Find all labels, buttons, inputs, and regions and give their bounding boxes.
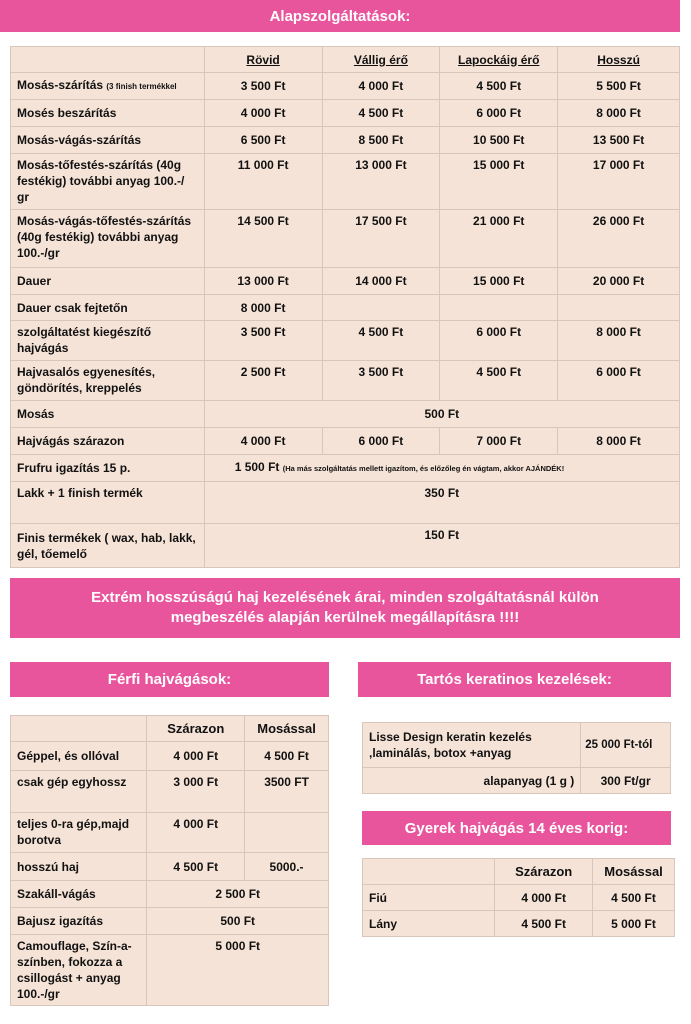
kids-price-table (362, 858, 675, 937)
price-cell: 2 500 Ft (204, 361, 322, 401)
price-cell: 150 Ft (204, 524, 679, 568)
price-cell: 4 000 Ft (495, 885, 593, 911)
price-cell: 4 000 Ft (322, 73, 440, 100)
table-row (11, 73, 680, 100)
row-label: Hajvágás szárazon (11, 428, 205, 455)
table-row (11, 742, 329, 771)
header-empty (11, 716, 147, 742)
price-cell: 13 000 Ft (204, 268, 322, 295)
price-cell: 14 000 Ft (322, 268, 440, 295)
table-row (11, 853, 329, 881)
price-cell: 6 000 Ft (440, 100, 558, 127)
price-cell: 4 500 Ft (322, 321, 440, 361)
price-cell: 5 500 Ft (558, 73, 680, 100)
header-dry: Szárazon (495, 859, 593, 885)
price-cell: 3 500 Ft (204, 73, 322, 100)
price-cell: 13 000 Ft (322, 154, 440, 210)
table-header-row (11, 716, 329, 742)
price-cell: 500 Ft (204, 401, 679, 428)
price-cell: 300 Ft/gr (581, 768, 671, 794)
header-empty (363, 859, 495, 885)
price-cell: 4 500 Ft (322, 100, 440, 127)
header-shoulder: Vállig érő (322, 47, 440, 73)
table-row (11, 771, 329, 813)
price-cell: 6 000 Ft (558, 361, 680, 401)
price-cell: 4 000 Ft (204, 100, 322, 127)
row-label: Frufru igazítás 15 p. (11, 455, 205, 482)
bangs-note: (Ha más szolgáltatás mellett igazítom, és előzőleg én vágtam, akkor AJÁNDÉK! (282, 464, 565, 473)
price-cell: 5 000 Ft (593, 911, 675, 937)
price-cell: 4 500 Ft (147, 853, 245, 881)
price-cell: 8 500 Ft (322, 127, 440, 154)
price-cell: 17 500 Ft (322, 210, 440, 268)
header-empty (11, 47, 205, 73)
price-cell: 8 000 Ft (558, 428, 680, 455)
table-header-row (363, 859, 675, 885)
main-banner (0, 0, 680, 32)
row-label: Lakk + 1 finish termék (11, 482, 205, 524)
row-label: Lisse Design keratin kezelés ,laminálás, botox +anyag (363, 723, 581, 768)
main-price-table (10, 46, 680, 568)
row-label: Mosás-tőfestés-szárítás (40g festékig) további anyag 100.-/ gr (11, 154, 205, 210)
men-banner (10, 662, 329, 697)
row-label: Lány (363, 911, 495, 937)
row-label: Mosés beszárítás (11, 100, 205, 127)
table-row (363, 911, 675, 937)
price-cell: 6 000 Ft (322, 428, 440, 455)
row-label: szolgáltatést kiegészítő hajvágás (11, 321, 205, 361)
men-price-table (10, 715, 329, 1006)
empty-cell (558, 295, 680, 321)
kids-banner-title: Gyerek hajvágás 14 éves korig: (404, 819, 629, 837)
keratin-banner-title: Tartós keratinos kezelések: (417, 671, 612, 688)
price-cell: 5 000 Ft (147, 935, 329, 1006)
row-label: Bajusz igazítás (11, 908, 147, 935)
price-cell: 11 000 Ft (204, 154, 322, 210)
table-row (11, 268, 680, 295)
price-cell: 15 000 Ft (440, 268, 558, 295)
men-banner-title: Férfi hajvágások: (107, 671, 232, 688)
price-cell: 3 500 Ft (204, 321, 322, 361)
row-label: Géppel, és ollóval (11, 742, 147, 771)
row-label: Finis termékek ( wax, hab, lakk, gél, tőemelő (11, 524, 205, 568)
kids-banner (362, 811, 671, 845)
row-label: Dauer (11, 268, 205, 295)
table-row (11, 154, 680, 210)
header-wash: Mosással (245, 716, 329, 742)
header-short: Rövid (204, 47, 322, 73)
table-row (11, 295, 680, 321)
row-label: Mosás-szárítás (3 finish termékkel (11, 73, 205, 100)
row-label: Camouflage, Szín-a-színben, fokozza a csillogást + anyag 100.-/gr (11, 935, 147, 1006)
price-cell (245, 813, 329, 853)
price-cell: 6 000 Ft (440, 321, 558, 361)
row-label: Szakáll-vágás (11, 881, 147, 908)
price-cell: 15 000 Ft (440, 154, 558, 210)
price-cell: 5000.- (245, 853, 329, 881)
row-label: alapanyag (1 g ) (363, 768, 581, 794)
header-dry: Szárazon (147, 716, 245, 742)
table-row (11, 482, 680, 524)
price-cell: 500 Ft (147, 908, 329, 935)
price-cell: 25 000 Ft-tól (581, 723, 671, 768)
price-cell: 3 000 Ft (147, 771, 245, 813)
row-label: Mosás (11, 401, 205, 428)
price-cell: 4 500 Ft (245, 742, 329, 771)
table-header-row (11, 47, 680, 73)
price-cell: 4 000 Ft (147, 813, 245, 853)
price-cell: 14 500 Ft (204, 210, 322, 268)
price-cell: 4 000 Ft (147, 742, 245, 771)
table-row (11, 935, 329, 1006)
row-label: teljes 0-ra gép,majd borotva (11, 813, 147, 853)
keratin-banner (358, 662, 671, 697)
table-row (11, 428, 680, 455)
price-cell: 4 500 Ft (593, 885, 675, 911)
empty-cell (322, 295, 440, 321)
row-label: Mosás-vágás-tőfestés-szárítás (40g festékig) további anyag 100.-/gr (11, 210, 205, 268)
table-row (363, 723, 671, 768)
row-label: hosszú haj (11, 853, 147, 881)
price-cell: 4 500 Ft (495, 911, 593, 937)
price-cell: 17 000 Ft (558, 154, 680, 210)
table-row (363, 885, 675, 911)
row-label: Dauer csak fejtetőn (11, 295, 205, 321)
row-label: Fiú (363, 885, 495, 911)
table-row (11, 127, 680, 154)
header-long: Hosszú (558, 47, 680, 73)
price-cell: 4 500 Ft (440, 73, 558, 100)
price-cell: 4 500 Ft (440, 361, 558, 401)
price-cell: 26 000 Ft (558, 210, 680, 268)
price-cell: 8 000 Ft (558, 100, 680, 127)
price-cell: 4 000 Ft (204, 428, 322, 455)
table-row (11, 881, 329, 908)
table-row (11, 361, 680, 401)
table-row (11, 813, 329, 853)
table-row (363, 768, 671, 794)
price-cell (204, 455, 679, 482)
row-label: Mosás-vágás-szárítás (11, 127, 205, 154)
price-cell: 20 000 Ft (558, 268, 680, 295)
header-wash: Mosással (593, 859, 675, 885)
price-cell: 8 000 Ft (204, 295, 322, 321)
price-cell: 7 000 Ft (440, 428, 558, 455)
price-cell: 6 500 Ft (204, 127, 322, 154)
table-row (11, 210, 680, 268)
table-row (11, 321, 680, 361)
price-cell: 21 000 Ft (440, 210, 558, 268)
price-cell: 350 Ft (204, 482, 679, 524)
price-cell: 3 500 Ft (322, 361, 440, 401)
table-row (11, 908, 329, 935)
main-banner-title: Alapszolgáltatások: (269, 7, 411, 25)
price-cell: 13 500 Ft (558, 127, 680, 154)
table-row (11, 455, 680, 482)
empty-cell (440, 295, 558, 321)
price-cell: 10 500 Ft (440, 127, 558, 154)
keratin-price-table (362, 722, 671, 794)
row-label: csak gép egyhossz (11, 771, 147, 813)
table-row (11, 401, 680, 428)
extreme-length-banner (10, 578, 680, 638)
table-row (11, 100, 680, 127)
extreme-length-text: Extrém hosszúságú haj kezelésének árai, minden szolgáltatásnál külön megbeszélés alapján kerülnek megállapításra !!!! (91, 589, 599, 626)
header-shoulderblade: Lapockáig érő (440, 47, 558, 73)
bangs-price: 1 500 Ft (234, 460, 280, 474)
row-label: Hajvasalós egyenesítés, göndörítés, kreppelés (11, 361, 205, 401)
table-row (11, 524, 680, 568)
price-cell: 2 500 Ft (147, 881, 329, 908)
price-cell: 8 000 Ft (558, 321, 680, 361)
price-cell: 3500 FT (245, 771, 329, 813)
